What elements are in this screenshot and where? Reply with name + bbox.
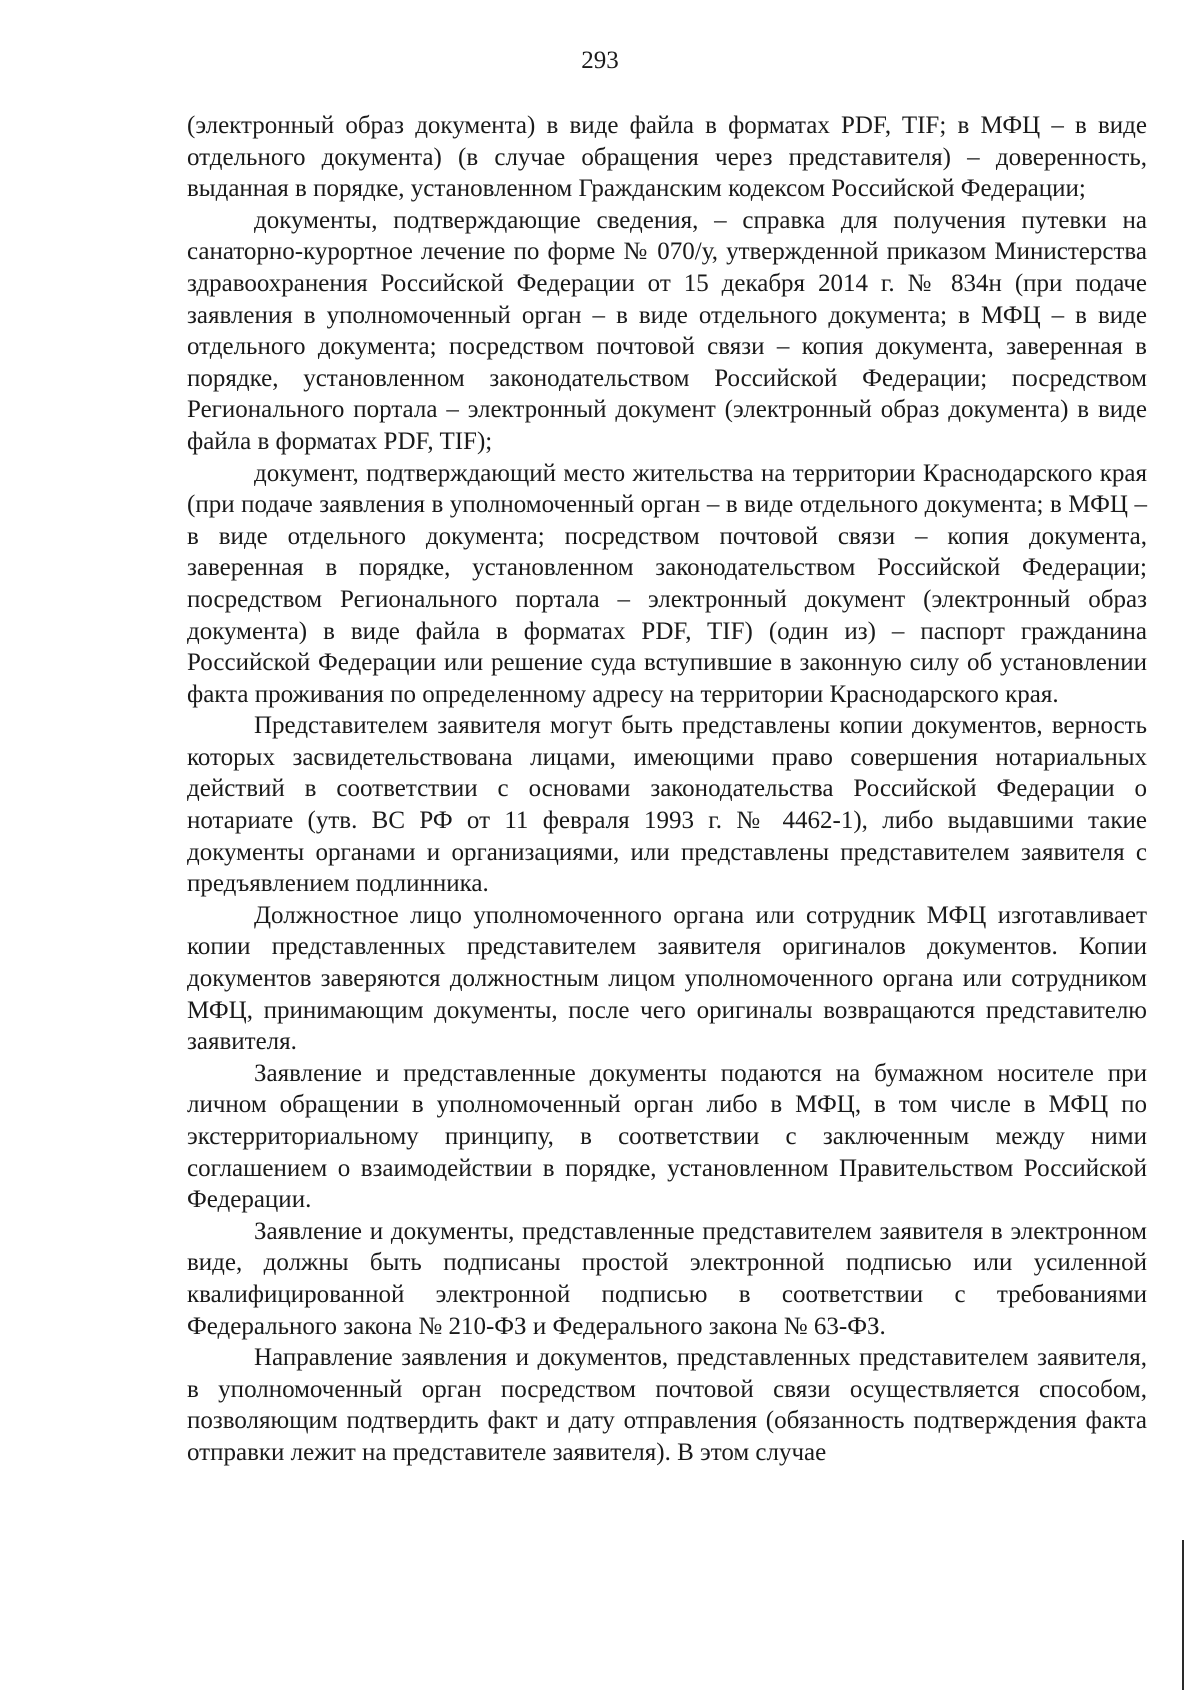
page-number: 293 — [581, 47, 619, 74]
paragraph: Представителем заявителя могут быть представлены копии документов, верность которых засвидетельствована лицами, имеющими право совершения нотариальных действий в соответствии с основами законодательства Российской Федерации о нотариате (утв. ВС РФ от 11 февраля 1993 г. № 4462-1), либо выдавшими такие документы органами и организациями, или представлены представителем заявителя с предъявлением подлинника. — [187, 712, 1147, 898]
scan-edge-mark — [1182, 1540, 1184, 1690]
paragraph: Должностное лицо уполномоченного органа или сотрудник МФЦ изготавливает копии представленных представителем заявителя оригиналов документов. Копии документов заверяются должностным лицом уполномоченного органа или сотрудником МФЦ, принимающим документы, после чего оригиналы возвращаются представителю заявителя. — [187, 901, 1147, 1056]
paragraph: документы, подтверждающие сведения, – справка для получения путевки на санаторно-курортное лечение по форме № 070/у, утвержденной приказом Министерства здравоохранения Российской Федерации от 15 декабря 2014 г. № 834н (при подаче заявления в уполномоченный орган – в виде отдельного документа; в МФЦ – в виде отдельного документа; посредством почтовой связи – копия документа, заверенная в порядке, установленном законодательством Российской Федерации; посредством Регионального портала – электронный документ (электронный образ документа) в виде файла в форматах PDF, TIF); — [187, 206, 1147, 455]
paragraph: Заявление и документы, представленные представителем заявителя в электронном виде, должны быть подписаны простой электронной подписью или усиленной квалифицированной электронной подписью в соответствии с требованиями Федерального закона № 210-ФЗ и Федерального закона № 63-ФЗ. — [187, 1217, 1147, 1340]
document-body — [187, 110, 1147, 1469]
paragraph: Направление заявления и документов, представленных представителем заявителя, в уполномоченный орган посредством почтовой связи осуществляется способом, позволяющим подтвердить факт и дату отправления (обязанность подтверждения факта отправки лежит на представителе заявителя). В этом случае — [187, 1344, 1147, 1466]
paragraph: Заявление и представленные документы подаются на бумажном носителе при личном обращении в уполномоченный орган либо в МФЦ, в том числе в МФЦ по экстерриториальному принципу, в соответствии с заключенным между ними соглашением о взаимодействии в порядке, установленном Правительством Российской Федерации. — [187, 1059, 1147, 1214]
paragraph: документ, подтверждающий место жительства на территории Краснодарского края (при подаче заявления в уполномоченный орган – в виде отдельного документа; в МФЦ – в виде отдельного документа; посредством почтовой связи – копия документа, заверенная в порядке, установленном законодательством Российской Федерации; посредством Регионального портала – электронный документ (электронный образ документа) в виде файла в форматах PDF, TIF) (один из) – паспорт гражданина Российской Федерации или решение суда вступившие в законную силу об установлении факта проживания по определенному адресу на территории Краснодарского края. — [187, 459, 1147, 708]
paragraph: (электронный образ документа) в виде файла в форматах PDF, TIF; в МФЦ – в виде отдельного документа) (в случае обращения через представителя) – доверенность, выданная в порядке, установленном Гражданским кодексом Российской Федерации; — [187, 112, 1147, 203]
